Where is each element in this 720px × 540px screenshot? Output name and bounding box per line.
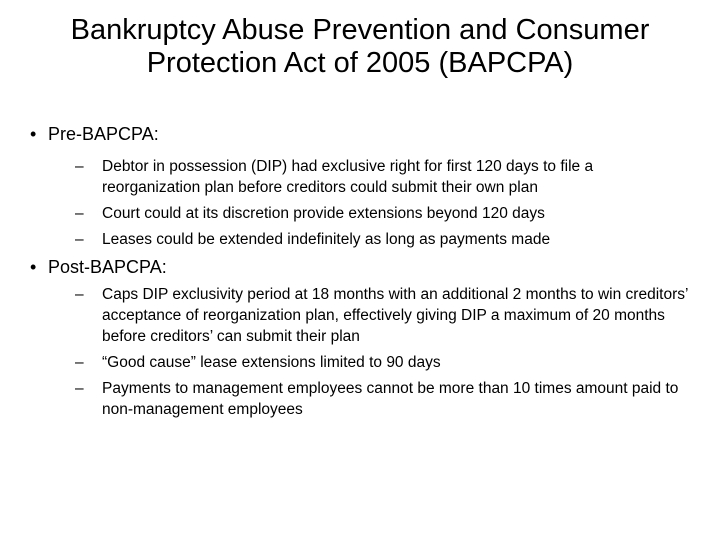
- sub-item: [75, 203, 692, 224]
- dash-icon: –: [75, 380, 84, 397]
- bullet-label: Pre-BAPCPA:: [48, 124, 159, 144]
- bullet-icon: •: [30, 257, 37, 277]
- sub-item-text: Payments to management employees cannot be more than 10 times amount paid to non-management employees: [102, 380, 679, 418]
- bullet-icon: •: [30, 124, 37, 144]
- sub-item-text: “Good cause” lease extensions limited to 90 days: [102, 354, 441, 371]
- bullet-pre-bapcpa: [30, 123, 688, 145]
- slide-title-line-2: Protection Act of 2005 (BAPCPA): [146, 47, 574, 79]
- sub-item-text: Leases could be extended indefinitely as long as payments made: [102, 231, 551, 248]
- bullet-label: Post-BAPCPA:: [48, 257, 167, 277]
- dash-icon: –: [75, 205, 84, 222]
- dash-icon: –: [75, 286, 84, 303]
- dash-icon: –: [75, 231, 84, 248]
- sub-item: [75, 378, 692, 420]
- bullet-post-bapcpa: [30, 256, 688, 278]
- sub-item: [75, 229, 692, 250]
- sub-item: [75, 352, 692, 373]
- sub-item-text: Debtor in possession (DIP) had exclusive right for first 120 days to file a reorganization plan before creditors could submit their own plan: [102, 158, 594, 196]
- dash-icon: –: [75, 354, 84, 371]
- slide-title: [20, 14, 700, 80]
- sub-item: [75, 156, 692, 198]
- sub-item-text: Caps DIP exclusivity period at 18 months with an additional 2 months to win creditors’ acceptance of reorganization plan, effectively giving DIP a maximum of 20 months before creditors’ can submit their plan: [102, 286, 688, 345]
- sub-item-text: Court could at its discretion provide extensions beyond 120 days: [102, 205, 545, 222]
- sub-item: [75, 284, 692, 347]
- slide-title-line-1: Bankruptcy Abuse Prevention and Consumer: [70, 14, 650, 46]
- dash-icon: –: [75, 158, 84, 175]
